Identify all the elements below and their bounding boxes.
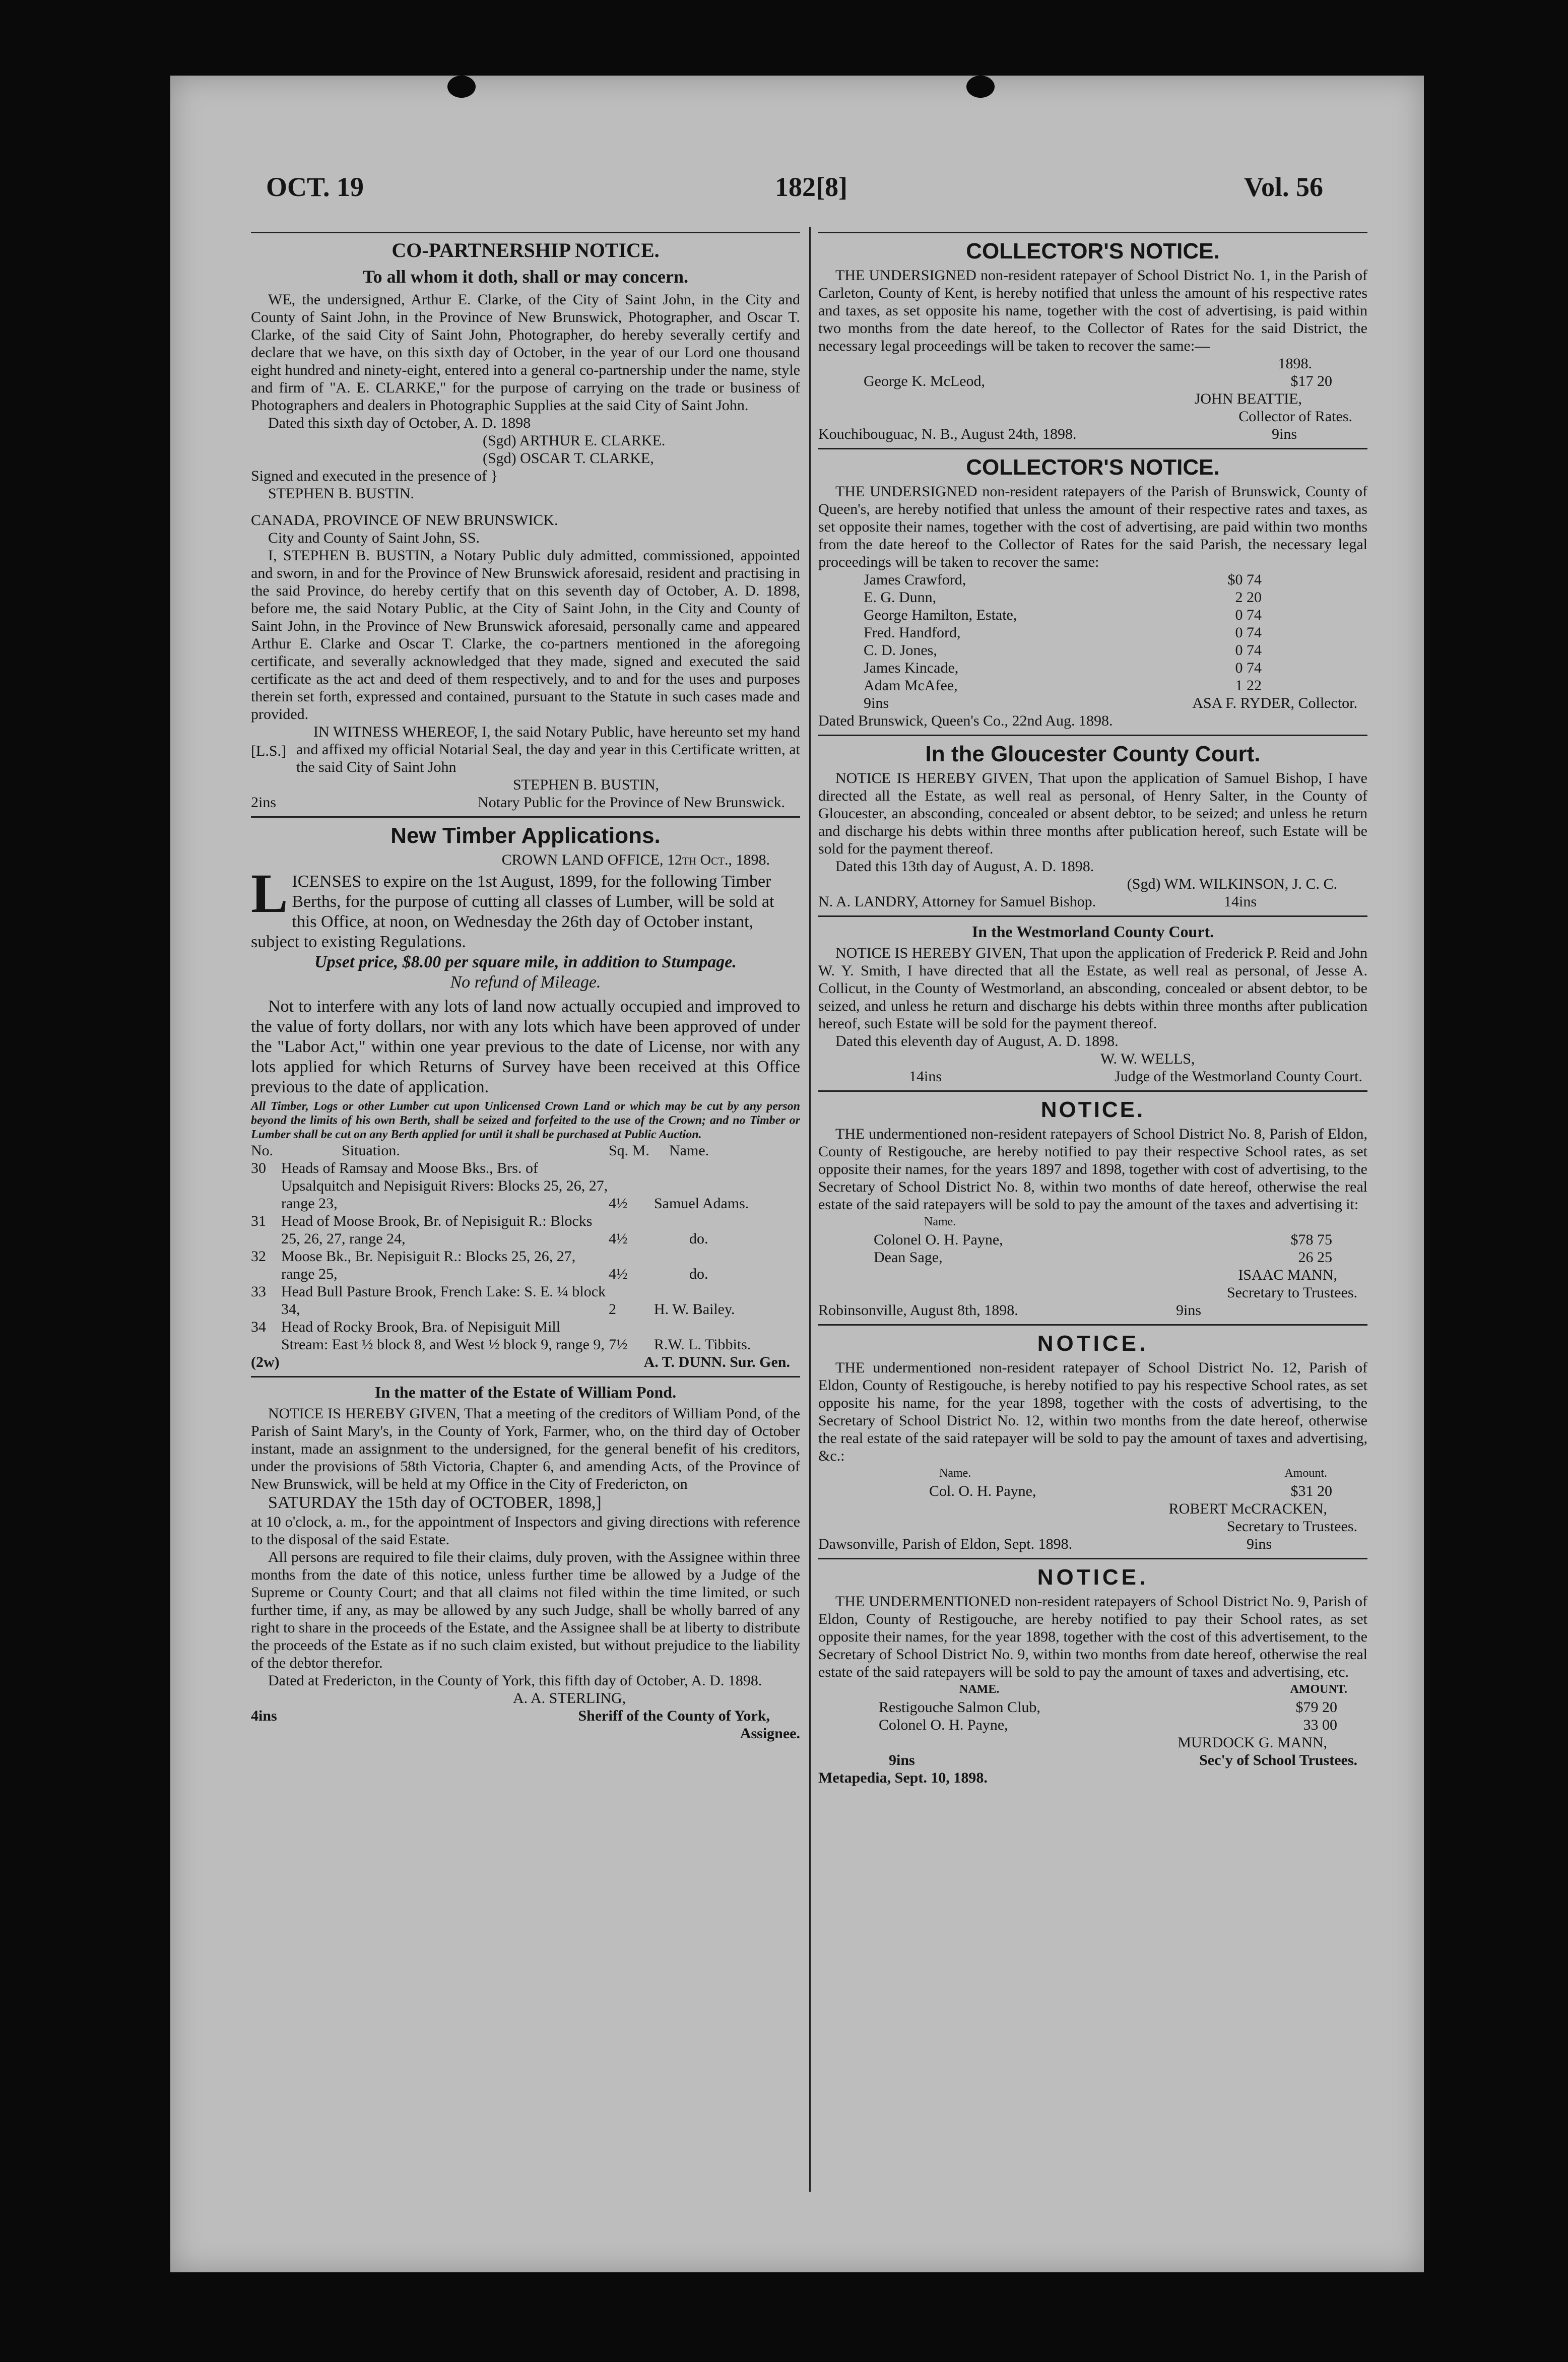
school-notice-12 <box>818 1324 1367 1553</box>
list-item: Colonel O. H. Payne, $78 75 <box>874 1231 1332 1248</box>
table-row: Fred. Handford, 0 74 <box>864 624 1262 641</box>
table-row: C. D. Jones, 0 74 <box>864 642 1262 659</box>
table-row: 31 Head of Moose Brook, Br. of Nepisiguit R.: Blocks 25, 26, 27, range 24, 4½ do. <box>251 1213 708 1247</box>
notice-col-name-1: Name. <box>924 1215 956 1228</box>
page-number: 182[8] <box>775 172 847 202</box>
upset-price: Upset price, $8.00 per square mile, in addition to Stumpage. <box>314 953 737 971</box>
collector-title-1: COLLECTOR'S NOTICE. <box>966 239 1220 264</box>
notice-role-2: Secretary to Trustees. <box>1226 1518 1357 1535</box>
list-item: Col. O. H. Payne, $31 20 <box>929 1483 1332 1499</box>
left-column <box>251 227 800 1745</box>
timber-lead: L ICENSES to expire on the 1st August, 1899, for the following Timber Berths, for the purpose of cutting all classes of Lumber, will be sold at this Office, at noon, on Wednesday the 26th day of October instant, subject to existing Regulations. <box>251 863 774 951</box>
collector-table-2 <box>818 571 1262 694</box>
notice-col-name-2: Name. <box>939 1467 971 1480</box>
collector-insertion-2: 9ins <box>864 695 889 711</box>
notice-role-3: Sec'y of School Trustees. <box>1199 1752 1357 1768</box>
mileage-note: No refund of Mileage. <box>450 973 601 992</box>
notary-name: STEPHEN B. BUSTIN, <box>513 776 660 793</box>
pond-estate-notice <box>251 1376 800 1742</box>
city-county-line: City and County of Saint John, SS. <box>268 530 480 546</box>
notice-col-amount-3: AMOUNT. <box>1290 1683 1347 1696</box>
right-column <box>818 227 1367 1790</box>
timber-signer: A. T. DUNN. Sur. Gen. <box>643 1354 790 1370</box>
table-row: George Hamilton, Estate, 0 74 <box>864 607 1262 623</box>
gloucester-signer: (Sgd) WM. WILKINSON, J. C. C. <box>1127 876 1337 892</box>
westmorland-signer: W. W. WELLS, <box>1100 1051 1195 1067</box>
pond-body: NOTICE IS HEREBY GIVEN, That a meeting of the creditors of William Pond, of the Parish of Saint Mary's, in the County of York, Farmer, who, on the third day of October instant, made an assignment to the undersigned, for the general benefit of his creditors, under the provisions of 58th Victoria, Chapter 6, and amending Acts, of the Province of New Brunswick, will be held at my Office in the City of Fredericton, on <box>251 1405 800 1492</box>
notice-col-name-3: NAME. <box>959 1683 1000 1696</box>
pond-dated: Dated at Fredericton, in the County of York, this fifth day of October, A. D. 1898. <box>268 1672 762 1689</box>
copartnership-dated: Dated this sixth day of October, A. D. 1898 <box>268 415 531 431</box>
notice-title-1: NOTICE. <box>1040 1097 1145 1122</box>
table-row: 34 Head of Rocky Brook, Bra. of Nepisiguit Mill Stream: East ½ block 8, and West ½ block 9, range 9, 7½ R.W. L. Tibbits. <box>251 1319 751 1353</box>
notice-body-2: THE undermentioned non-resident ratepayer of School District No. 12, Parish of Eldon, County of Restigouche, is hereby notified to pay his respective School rates, as set opposite his name, for the year 1898, together with the costs of advertising, to the Secretary of School District No. 12, within two months from the date hereof, otherwise the real estate of the said ratepayer will be sold to pay the amount of taxes and advertising, &c.: <box>818 1359 1367 1464</box>
westmorland-title: In the Westmorland County Court. <box>971 923 1214 941</box>
collector-body-1: THE UNDERSIGNED non-resident ratepayer of School District No. 1, in the Parish of Carleton, County of Kent, is hereby notified that unless the amount of his respective rates and taxes, as set opposite his name, together with the cost of advertising, is paid within two months from the date hereof, to the Collector of Rates for the said District, the necessary legal proceedings will be taken to recover the same:— <box>818 267 1367 354</box>
timber-title: New Timber Applications. <box>390 823 661 848</box>
drop-cap: L <box>251 863 288 924</box>
pond-date: SATURDAY the 15th day of OCTOBER, 1898,] <box>268 1493 602 1512</box>
school-notice-9 <box>818 1558 1367 1787</box>
issue-date: OCT. 19 <box>266 172 364 202</box>
timber-table-header: No. Situation. Sq. M. Name. <box>251 1142 709 1159</box>
notice-insertion-2: 9ins <box>1246 1536 1272 1552</box>
copartnership-title: CO-PARTNERSHIP NOTICE. <box>391 239 660 261</box>
signature-arthur: (Sgd) ARTHUR E. CLARKE. <box>483 432 666 449</box>
collector-signer-1: JOHN BEATTIE, <box>1194 390 1302 407</box>
timber-fine-print: All Timber, Logs or other Lumber cut upon Unlicensed Crown Land or which may be cut by any person beyond the limits of his own Berth, shall be seized and forfeited to the use of the Crown; and no Timber or Lumber shall be cut on any Berth applied for until it shall be purchased at Public Auction. <box>251 1100 800 1141</box>
pond-role2: Assignee. <box>740 1725 800 1742</box>
canada-line: CANADA, PROVINCE OF NEW BRUNSWICK. <box>251 512 558 529</box>
list-item: Colonel O. H. Payne, 33 00 <box>879 1717 1337 1733</box>
gloucester-title: In the Gloucester County Court. <box>925 742 1261 766</box>
collector-title-2: COLLECTOR'S NOTICE. <box>966 455 1220 480</box>
westmorland-notice <box>818 915 1367 1085</box>
notice-col-amount-2: Amount. <box>1284 1467 1327 1480</box>
collector-notice-2 <box>818 448 1367 730</box>
seal-mark: [L.S.] <box>251 743 286 759</box>
notice-body-1: THE undermentioned non-resident ratepayers of School District No. 8, Parish of Eldon, County of Restigouche, are hereby notified to pay their respective School rates, as set opposite their names, for the years 1897 and 1898, together with cost of advertising, to the Secretary of School District No. 8, within two months of date hereof, otherwise the real estate of the said ratepayers will be sold to pay the amount of the taxes and advertising it: <box>818 1126 1367 1213</box>
pond-body2: at 10 o'clock, a. m., for the appointment of Inspectors and giving directions with reference to the disposal of the said Estate. <box>251 1514 800 1548</box>
notice-title-3: NOTICE. <box>1037 1565 1149 1590</box>
notice-place-3: Metapedia, Sept. 10, 1898. <box>818 1769 988 1786</box>
gloucester-insertion: 14ins <box>1223 893 1257 910</box>
gloucester-dated: Dated this 13th day of August, A. D. 1898. <box>835 858 1094 875</box>
pond-insertion: 4ins <box>251 1708 277 1724</box>
collector-dated-2: Dated Brunswick, Queen's Co., 22nd Aug. 1898. <box>818 712 1113 729</box>
collector-year: 1898. <box>1278 355 1312 372</box>
gloucester-body: NOTICE IS HEREBY GIVEN, That upon the application of Samuel Bishop, I have directed all the Estate, as well real as personal, of Henry Salter, in the County of Gloucester, an absconding, concealed or absent debtor, to be seized; and unless he return and discharge his debts within three months after publication hereof, such Estate will be sold for the payment thereof. <box>818 770 1367 857</box>
notice-place-2: Dawsonville, Parish of Eldon, Sept. 1898. <box>818 1536 1073 1552</box>
timber-notice <box>251 816 800 1371</box>
timber-insertion: (2w) <box>251 1354 280 1370</box>
collector-place-1: Kouchibouguac, N. B., August 24th, 1898. <box>818 426 1077 442</box>
newspaper-page <box>170 76 1424 2272</box>
copartnership-subtitle: To all whom it doth, shall or may concern. <box>362 267 689 287</box>
list-item: Dean Sage, 26 25 <box>874 1249 1332 1266</box>
notice-signer-3: MURDOCK G. MANN, <box>1178 1734 1327 1751</box>
westmorland-dated: Dated this eleventh day of August, A. D. 1898. <box>835 1033 1119 1049</box>
pond-signer: A. A. STERLING, <box>513 1690 626 1707</box>
notice-insertion-3: 9ins <box>889 1752 915 1768</box>
westmorland-role: Judge of the Westmorland County Court. <box>1115 1068 1362 1085</box>
collector-insertion-1: 9ins <box>1271 426 1297 442</box>
list-item: George K. McLeod, $17 20 <box>864 373 1332 389</box>
gloucester-attorney: N. A. LANDRY, Attorney for Samuel Bishop. <box>818 893 1096 910</box>
pond-role1: Sheriff of the County of York, <box>578 1708 770 1724</box>
notice-insertion-1: 9ins <box>1175 1302 1201 1319</box>
school-notice-8 <box>818 1090 1367 1319</box>
volume-number: Vol. 56 <box>1244 172 1323 202</box>
copartnership-body: WE, the undersigned, Arthur E. Clarke, of the City of Saint John, in the City and County of Saint John, in the Province of New Brunswick, Photographer, and Oscar T. Clarke, of the said City of Saint John, Photographer, do hereby severally certify and declare that we have, on this sixth day of October, in the year of our Lord one thousand eight hundred and ninety-eight, entered into a general co-partnership under the name, style and firm of "A. E. CLARKE," for the purpose of carrying on the trade or business of Photographers and dealers in Photographic Supplies at the said City of Saint John. <box>251 291 800 414</box>
notice-signer-1: ISAAC MANN, <box>1238 1267 1337 1283</box>
collector-notice-1 <box>818 232 1367 443</box>
notary-title: Notary Public for the Province of New Brunswick. <box>478 794 785 811</box>
notice-place-1: Robinsonville, August 8th, 1898. <box>818 1302 1018 1319</box>
notice-body-3: THE UNDERMENTIONED non-resident ratepayers of School District No. 9, Parish of Eldon, County of Restigouche, are hereby notified to pay their School rates, as set opposite their names, for the year 1898, together with the cost of this advertisement, to the Secretary of School District No. 9, within two months from date hereof, otherwise the real estate of the said ratepayers will be sold to pay the amount of taxes and advertising, etc. <box>818 1593 1367 1680</box>
in-witness-text: IN WITNESS WHEREOF, I, the said Notary Public, have hereunto set my hand and affixed my official Notarial Seal, the day and year in this Certificate written, at the said City of Saint John <box>296 724 800 775</box>
collector-body-2: THE UNDERSIGNED non-resident ratepayers of the Parish of Brunswick, County of Queen's, are hereby notified that unless the amount of their respective rates and taxes, as set opposite their names, together with the cost of advertising, are paid within two months from the date hereof to the Collector of Rates for the said Parish, the necessary legal proceedings will be taken to recover the same: <box>818 483 1367 570</box>
collector-signer-2: ASA F. RYDER, Collector. <box>1192 695 1357 711</box>
westmorland-body: NOTICE IS HEREBY GIVEN, That upon the application of Frederick P. Reid and John W. Y. Smith, I have directed that all the Estate, as well real as personal, of Jesse A. Collicut, in the County of Westmorland, an absconding, concealed or absent debtor, to be seized, and unless he return and discharge his debts within three months after publication hereof, such Estate will be sold for the payment thereof. <box>818 945 1367 1032</box>
copartnership-notice <box>251 232 800 811</box>
notice-role-1: Secretary to Trustees. <box>1226 1284 1357 1301</box>
gloucester-notice <box>818 735 1367 910</box>
table-row: E. G. Dunn, 2 20 <box>864 589 1262 606</box>
crown-land-office: CROWN LAND OFFICE, 12th Oct., 1898. <box>501 851 770 868</box>
witness-name: STEPHEN B. BUSTIN. <box>268 485 415 502</box>
table-row: 32 Moose Bk., Br. Nepisiguit R.: Blocks 25, 26, 27, range 25, 4½ do. <box>251 1248 708 1282</box>
table-row: Adam McAfee, 1 22 <box>864 677 1262 694</box>
binding-hole <box>966 76 995 98</box>
binding-hole <box>447 76 476 98</box>
notary-body: I, STEPHEN B. BUSTIN, a Notary Public duly admitted, commissioned, appointed and sworn, in and for the Province of New Brunswick aforesaid, resident and practising in the said Province, do hereby certify that on this seventh day of October, A. D. 1898, before me, the said Notary Public, at the City of Saint John, in the City and County of Saint John, in the Province of New Brunswick aforesaid, personally came and appeared Arthur E. Clarke and Oscar T. Clarke, the co-partners mentioned in the aforegoing certificate, and severally acknowledged that they made, signed and executed the said certificate as the act and deed of them respectively, and to and for the uses and purposes therein set forth, expressed and contained, pursuant to the Statute in such cases made and provided. <box>251 547 800 723</box>
notice-signer-2: ROBERT McCRACKEN, <box>1168 1500 1327 1517</box>
timber-body2: Not to interfere with any lots of land now actually occupied and improved to the value of forty dollars, nor with any lots which have been approved of under the "Labor Act," within one year previous to the date of License, nor with any lots applied for which Returns of Survey have been received at this Office previous to the date of application. <box>251 997 800 1096</box>
table-row: James Kincade, 0 74 <box>864 660 1262 676</box>
page-header <box>170 171 1424 217</box>
column-divider <box>809 227 811 2192</box>
westmorland-insertion: 14ins <box>909 1068 942 1085</box>
list-item: Restigouche Salmon Club, $79 20 <box>879 1699 1337 1716</box>
notice-title-2: NOTICE. <box>1037 1331 1149 1356</box>
collector-role-1: Collector of Rates. <box>1238 408 1352 425</box>
table-row: 33 Head Bull Pasture Brook, French Lake: S. E. ¼ block 34, 2 H. W. Bailey. <box>251 1283 735 1318</box>
table-row: James Crawford, $0 74 <box>864 571 1262 588</box>
pond-body3: All persons are required to file their claims, duly proven, with the Assignee within three months from the date of this notice, unless further time be allowed by a Judge of the Supreme or County Court; and that all claims not filed within the time limited, or such further time, if any, as may be allowed by any such Judge, shall be wholly barred of any right to share in the proceeds of the Estate, and the Assignee shall be at liberty to distribute the proceeds of the Estate as if no such claim existed, but without prejudice to the liability of the debtor therefor. <box>251 1549 800 1671</box>
presence-line: Signed and executed in the presence of } <box>251 468 498 484</box>
timber-table <box>251 1142 800 1353</box>
insertion-count: 2ins <box>251 794 277 811</box>
signature-oscar: (Sgd) OSCAR T. CLARKE, <box>483 450 654 467</box>
pond-title: In the matter of the Estate of William Pond. <box>374 1383 677 1401</box>
table-row: 30 Heads of Ramsay and Moose Bks., Brs. of Upsalquitch and Nepisiguit Rivers: Blocks 25, 26, 27, range 23, 4½ Samuel Adams. <box>251 1160 749 1212</box>
